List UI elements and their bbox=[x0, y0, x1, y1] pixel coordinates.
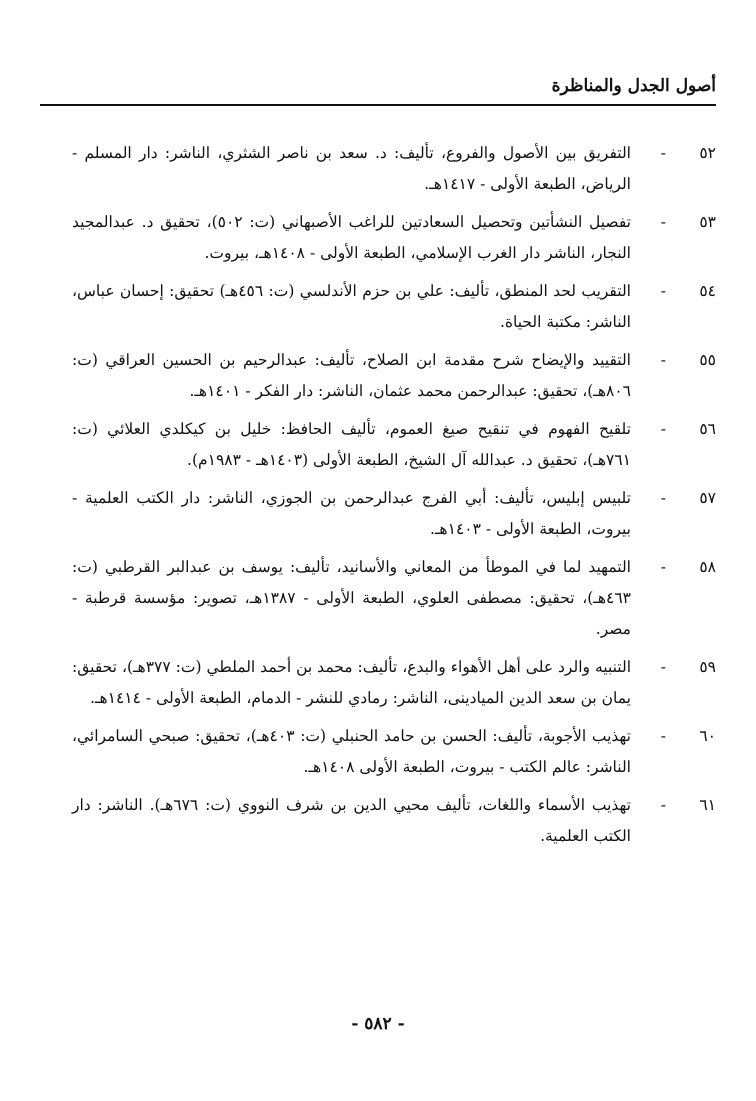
entry-dash: - bbox=[660, 144, 666, 162]
entry-number: ٥٩ bbox=[699, 658, 716, 676]
entry-number: ٥٦ bbox=[699, 420, 716, 438]
entry-dash: - bbox=[660, 489, 666, 507]
bibliography-list bbox=[72, 138, 716, 859]
entry-text: التقييد والإيضاح شرح مقدمة ابن الصلاح، تأليف: عبدالرحيم بن الحسين العراقي (ت: ٨٠٦هـ)، تحقيق: عبدالرحمن محمد عثمان، الناشر: دار الفكر - ١٤٠١هـ. bbox=[72, 351, 631, 400]
entry-text: تهذيب الأجوبة، تأليف: الحسن بن حامد الحنبلي (ت: ٤٠٣هـ)، تحقيق: صبحي السامرائي، الناشر: عالم الكتب - بيروت، الطبعة الأولى ١٤٠٨هـ. bbox=[72, 727, 631, 776]
entry-text: التمهيد لما في الموطأ من المعاني والأسانيد، تأليف: يوسف بن عبدالبر القرطبي (ت: ٤٦٣هـ)، تحقيق: مصطفى العلوي، الطبعة الأولى - ١٣٨٧هـ، تصوير: مؤسسة قرطبة - مصر. bbox=[72, 558, 631, 638]
bibliography-entry bbox=[72, 790, 716, 852]
entry-dash: - bbox=[660, 558, 666, 576]
bibliography-entry bbox=[72, 721, 716, 783]
entry-dash: - bbox=[660, 420, 666, 438]
bibliography-entry bbox=[72, 345, 716, 407]
entry-number: ٦٠ bbox=[699, 727, 716, 745]
entry-dash: - bbox=[660, 658, 666, 676]
bibliography-entry bbox=[72, 276, 716, 338]
bibliography-entry bbox=[72, 138, 716, 200]
entry-number: ٥٤ bbox=[699, 282, 716, 300]
entry-dash: - bbox=[660, 282, 666, 300]
entry-dash: - bbox=[660, 351, 666, 369]
entry-text: تلقيح الفهوم في تنقيح صيغ العموم، تأليف الحافظ: خليل بن كيكلدي العلائي (ت: ٧٦١هـ)، تحقيق د. عبدالله آل الشيخ، الطبعة الأولى (١٤٠٣هـ - ١٩٨٣م). bbox=[72, 420, 631, 469]
entry-number: ٥٧ bbox=[699, 489, 716, 507]
entry-number: ٥٢ bbox=[699, 144, 716, 162]
entry-text: التقريب لحد المنطق، تأليف: علي بن حزم الأندلسي (ت: ٤٥٦هـ) تحقيق: إحسان عباس، الناشر: مكتبة الحياة. bbox=[72, 282, 631, 331]
entry-number: ٥٥ bbox=[699, 351, 716, 369]
bibliography-entry bbox=[72, 207, 716, 269]
bibliography-entry bbox=[72, 652, 716, 714]
entry-text: التفريق بين الأصول والفروع، تأليف: د. سعد بن ناصر الشثري، الناشر: دار المسلم - الرياض، الطبعة الأولى - ١٤١٧هـ. bbox=[72, 144, 631, 193]
entry-text: التنبيه والرد على أهل الأهواء والبدع، تأليف: محمد بن أحمد الملطي (ت: ٣٧٧هـ)، تحقيق: يمان بن سعد الدين الميادينى، الناشر: رمادي للنشر - الدمام، الطبعة الأولى - ١٤١٤هـ. bbox=[72, 658, 632, 707]
entry-text: تفصيل النشأتين وتحصيل السعادتين للراغب الأصبهاني (ت: ٥٠٢)، تحقيق د. عبدالمجيد النجار، الناشر دار الغرب الإسلامي، الطبعة الأولى - ١٤٠٨هـ، بيروت. bbox=[72, 213, 631, 262]
header-rule bbox=[40, 104, 716, 106]
bibliography-entry bbox=[72, 552, 716, 645]
entry-dash: - bbox=[660, 796, 666, 814]
bibliography-entry bbox=[72, 414, 716, 476]
entry-number: ٦١ bbox=[699, 796, 716, 814]
entry-dash: - bbox=[660, 727, 666, 745]
entry-number: ٥٨ bbox=[699, 558, 716, 576]
page-header bbox=[40, 68, 716, 108]
entry-text: تهذيب الأسماء واللغات، تأليف محيي الدين بن شرف النووي (ت: ٦٧٦هـ). الناشر: دار الكتب العلمية. bbox=[72, 796, 631, 845]
entry-dash: - bbox=[660, 213, 666, 231]
bibliography-entry bbox=[72, 483, 716, 545]
entry-text: تلبيس إبليس، تأليف: أبي الفرج عبدالرحمن بن الجوزي، الناشر: دار الكتب العلمية - بيروت، الطبعة الأولى - ١٤٠٣هـ. bbox=[72, 489, 631, 538]
book-title: أصول الجدل والمناظرة bbox=[551, 76, 716, 96]
page-number: - ٥٨٢ - bbox=[351, 1014, 405, 1034]
entry-number: ٥٣ bbox=[699, 213, 716, 231]
